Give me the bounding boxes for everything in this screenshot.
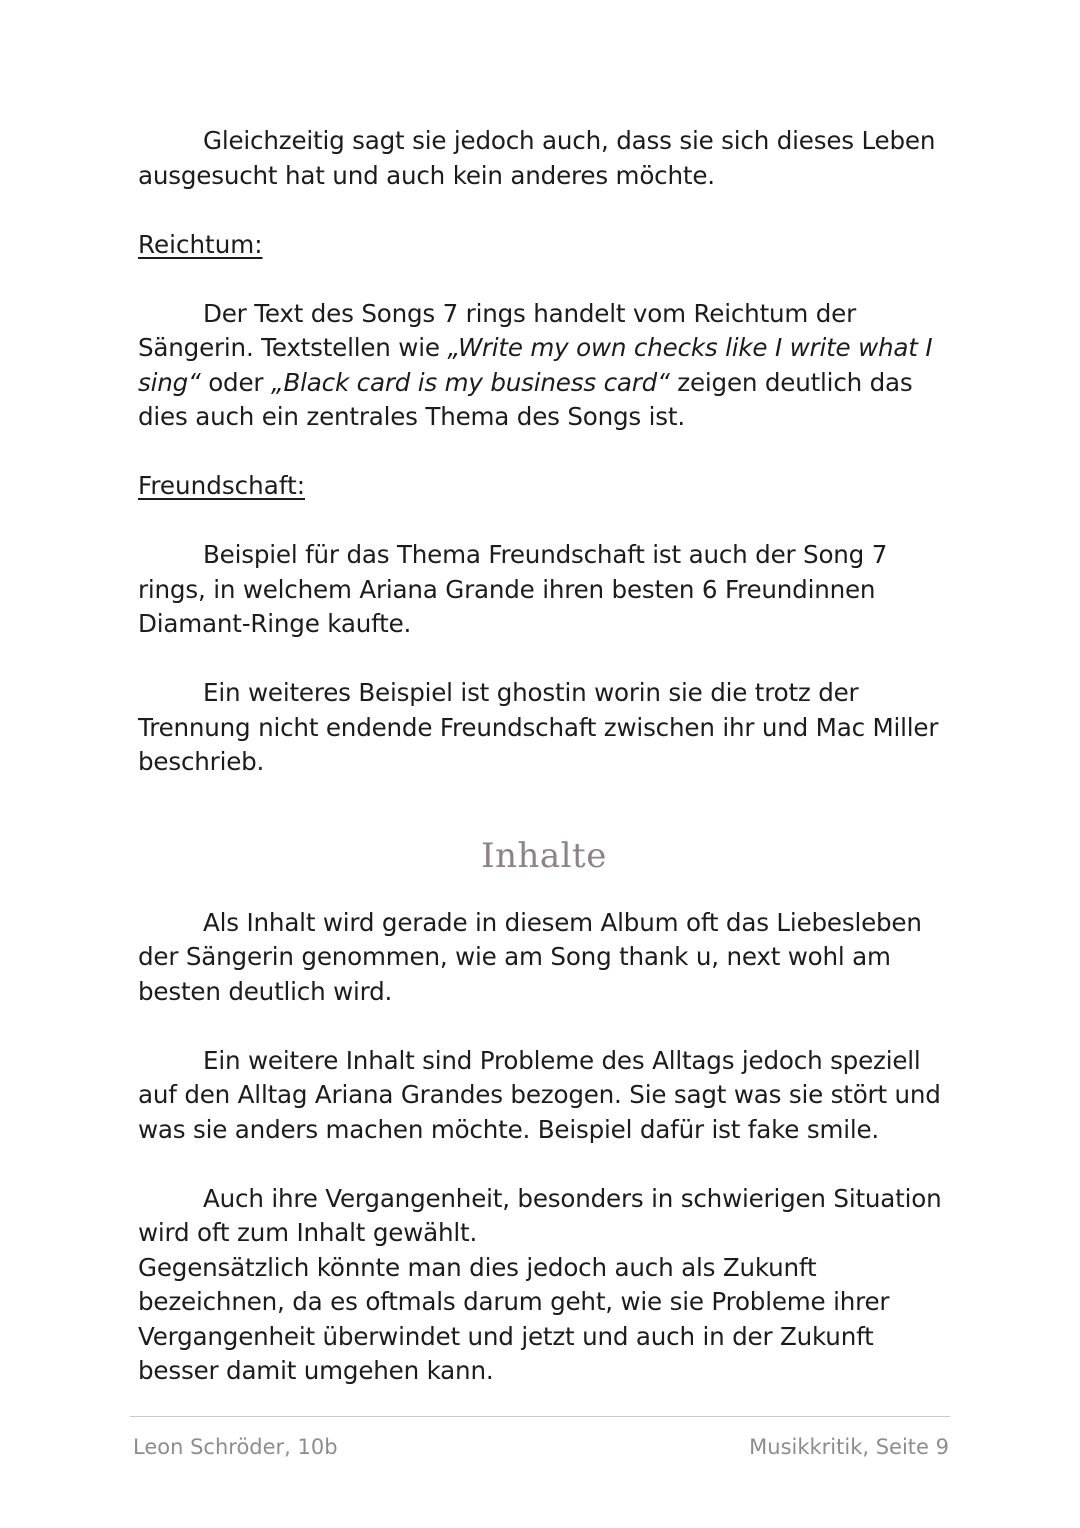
paragraph-reichtum-text-2: oder bbox=[200, 367, 271, 397]
paragraph-inhalte-2: Ein weitere Inhalt sind Probleme des Alltags jedoch speziell auf den Alltag Ariana Grandes bezogen. Sie sagt was sie stört und was sie anders machen möchte. Beispiel dafür ist fake smile. bbox=[138, 1045, 941, 1144]
paragraph-reichtum-text-3: zeigen deutlich das dies auch ein zentrales Thema des Songs ist. bbox=[138, 367, 913, 431]
section-title-inhalte: Inhalte bbox=[481, 835, 607, 876]
subheading-freundschaft: Freundschaft: bbox=[138, 471, 305, 500]
paragraph-freundschaft-2: Ein weiteres Beispiel ist ghostin worin sie die trotz der Trennung nicht endende Freundschaft zwischen ihr und Mac Miller beschrieb. bbox=[138, 678, 939, 776]
paragraph-inhalte-4: Gegensätzlich könnte man dies jedoch auch als Zukunft bezeichnen, da es oftmals darum geht, wie sie Probleme ihrer Vergangenheit überwindet und jetzt und auch in der Zukunft besser damit umgehen kann. bbox=[138, 1252, 890, 1385]
paragraph-reichtum bbox=[138, 297, 950, 435]
paragraph-reichtum-text-1: Der Text des Songs 7 rings handelt vom Reichtum der Sängerin. Textstellen wie bbox=[138, 298, 857, 362]
paragraph-lifestyle: Gleichzeitig sagt sie jedoch auch, dass sie sich dieses Leben ausgesucht hat und auch kein anderes möchte. bbox=[138, 126, 936, 190]
page-content bbox=[138, 124, 950, 1389]
footer-divider bbox=[130, 1416, 950, 1417]
paragraph-inhalte-1: Als Inhalt wird gerade in diesem Album oft das Liebesleben der Sängerin genommen, wie am Song thank u, next wohl am besten deutlich wird. bbox=[138, 907, 922, 1006]
footer-page-number: Musikkritik, Seite 9 bbox=[749, 1435, 949, 1459]
footer-author: Leon Schröder, 10b bbox=[133, 1435, 338, 1459]
lyric-quote-black-card: „Black card is my business card“ bbox=[270, 367, 670, 397]
paragraph-freundschaft-1: Beispiel für das Thema Freundschaft ist auch der Song 7 rings, in welchem Ariana Grande ihren besten 6 Freundinnen Diamant-Ringe kaufte. bbox=[138, 540, 888, 638]
paragraph-inhalte-3: Auch ihre Vergangenheit, besonders in schwierigen Situation wird oft zum Inhalt gewählt. bbox=[138, 1183, 942, 1247]
subheading-reichtum: Reichtum: bbox=[138, 229, 263, 259]
lyric-quote-checks: „Write my own checks like I write what I sing“ bbox=[138, 333, 933, 397]
